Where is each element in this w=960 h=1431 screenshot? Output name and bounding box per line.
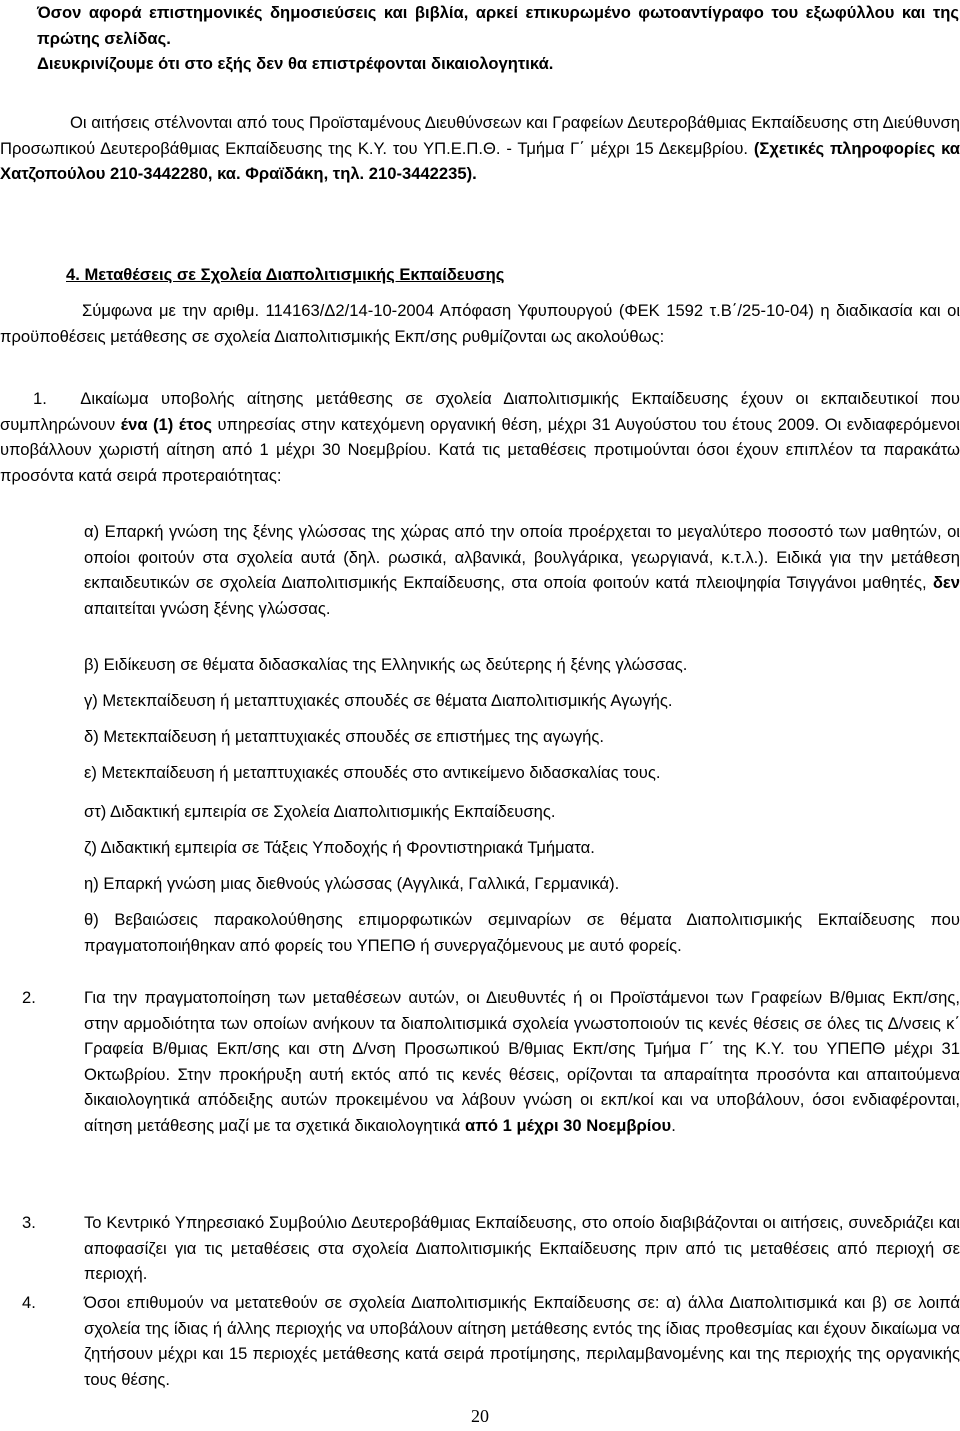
subitem-st-text: στ) Διδακτική εμπειρία σε Σχολεία Διαπολιτισμικής Εκπαίδευσης. bbox=[84, 802, 556, 821]
item-1-text-a: Δικαίωμα υποβολής αίτησης μετάθεσης σε σχολεία Διαπολιτισμικής Εκπαίδευσης έχουν οι εκπαιδευτικοί που συμπληρώνουν bbox=[0, 389, 960, 434]
item-1-bold: ένα (1) έτος bbox=[120, 414, 212, 434]
section-title: 4. Μεταθέσεις σε Σχολεία Διαπολιτισμικής Εκπαίδευσης bbox=[66, 265, 505, 284]
page-number: 20 bbox=[471, 1406, 489, 1426]
subitem-c bbox=[84, 688, 960, 714]
contact-info: (Σχετικές πληροφορίες κα Χατζοπούλου 210-3442280, κα. Φραϊδάκη, τηλ. 210-3442235). bbox=[0, 138, 960, 184]
subitem-z bbox=[84, 835, 960, 861]
subitem-c-text: γ) Μετεκπαίδευση ή μεταπτυχιακές σπουδές σε θέματα Διαπολιτισμικής Αγωγής. bbox=[84, 691, 673, 710]
section-heading bbox=[66, 262, 960, 288]
subitem-b bbox=[84, 652, 960, 678]
item-4-number: 4. bbox=[22, 1293, 36, 1312]
item-2-tail: . bbox=[671, 1115, 676, 1135]
subitem-e bbox=[84, 760, 960, 786]
intro-paragraph-1 bbox=[37, 0, 959, 77]
submission-text: Οι αιτήσεις στέλνονται από τους Προϊσταμένους Διευθύνσεων και Γραφείων Δευτεροβάθμιας Εκπαίδευσης στη Διεύθυνση Προσωπικού Δευτεροβάθμιας Εκπαίδευσης της Κ.Υ. του ΥΠ.Ε.Π.Θ. - Τμήμα Γ΄ μέχρι 15 Δεκεμβρίου. bbox=[0, 113, 960, 158]
subitem-b-text: β) Ειδίκευση σε θέματα διδασκαλίας της Ελληνικής ως δεύτερης ή ξένης γλώσσας. bbox=[84, 655, 688, 674]
item-4-body bbox=[84, 1290, 960, 1392]
item-2-text: Για την πραγματοποίηση των μεταθέσεων αυτών, οι Διευθυντές ή οι Προϊστάμενοι των Γραφείων Β/θμιας Εκπ/σης, στην αρμοδιότητα των οποίων ανήκουν τα διαπολιτισμικά σχολεία γνωστοποιούν τις κενές θέσεις σε όλες τις Δ/νσεις κ΄ Γραφεία Β/θμιας Εκπ/σης και στη Δ/νση Προσωπικού Β/θμιας Εκπ/σης Τμήμα Γ΄ της Κ.Υ. του ΥΠΕΠΘ μέχρι 31 Οκτωβρίου. Στην προκήρυξη αυτή εκτός από τις κενές θέσεις, ορίζονται τα απαραίτητα προσόντα και απαιτούμενα δικαιολογητικά απόδειξης αυτών προκειμένου να λάβουν γνώση οι εκπ/κοί και να υποβάλουν, όσοι ενδιαφέρονται, αίτηση μετάθεσης μαζί με τα σχετικά δικαιολογητικά bbox=[84, 988, 960, 1135]
intro-line-1: Όσον αφορά επιστημονικές δημοσιεύσεις και βιβλία, αρκεί επικυρωμένο φωτοαντίγραφο του εξωφύλλου και της πρώτης σελίδας. bbox=[37, 3, 959, 48]
item-3-number: 3. bbox=[22, 1213, 36, 1232]
subitem-d bbox=[84, 724, 960, 750]
item-4-text: Όσοι επιθυμούν να μετατεθούν σε σχολεία Διαπολιτισμικής Εκπαίδευσης σε: α) άλλα Διαπολιτισμικά και β) σε λοιπά σχολεία της ίδιας ή άλλης περιοχής να υποβάλουν αίτηση μετάθεσης εντός της ίδιας προθεσμίας και έχουν δικαίωμα να ζητήσουν μέχρι και 15 περιοχές μετάθεσης κατά σειρά προτίμησης, περιλαμβανομένης και της περιοχής της οργανικής τους θέσης. bbox=[84, 1293, 960, 1389]
item-3-text: Το Κεντρικό Υπηρεσιακό Συμβούλιο Δευτεροβάθμιας Εκπαίδευσης, στο οποίο διαβιβάζονται οι αιτήσεις, συνεδριάζει και αποφασίζει για τις μεταθέσεις στα σχολεία Διαπολιτισμικής Εκπαίδευσης πριν από τις μεταθέσεις από περιοχή σε περιοχή. bbox=[84, 1213, 960, 1284]
subitem-th-text: θ) Βεβαιώσεις παρακολούθησης επιμορφωτικών σεμιναρίων σε θέματα Διαπολιτισμικής Εκπαίδευσης που πραγματοποιήθηκαν από φορείς του ΥΠΕΠΘ ή συνεργαζόμενους με αυτό φορείς. bbox=[84, 910, 960, 955]
item-2-body bbox=[84, 985, 960, 1139]
item-2 bbox=[22, 985, 960, 1139]
subitem-h bbox=[84, 871, 960, 897]
item-2-number: 2. bbox=[22, 988, 36, 1007]
subitem-z-text: ζ) Διδακτική εμπειρία σε Τάξεις Υποδοχής ή Φροντιστηριακά Τμήματα. bbox=[84, 838, 595, 857]
item-1-number: 1. bbox=[33, 389, 47, 408]
item-4 bbox=[22, 1290, 960, 1392]
item-1-text-b: υπηρεσίας στην κατεχόμενη οργανική θέση, μέχρι 31 Αυγούστου του έτους 2009. Οι ενδιαφερόμενοι υποβάλλουν χωριστή αίτηση από 1 μέχρι 30 Νοεμβρίου. Κατά τις μεταθέσεις προτιμούνται όσοι έχουν επιπλέον τα παρακάτω προσόντα κατά σειρά προτεραιότητας: bbox=[0, 414, 960, 485]
subitem-h-text: η) Επαρκή γνώση μιας διεθνούς γλώσσας (Αγγλικά, Γαλλικά, Γερμανικά). bbox=[84, 874, 620, 893]
subitem-e-text: ε) Μετεκπαίδευση ή μεταπτυχιακές σπουδές στο αντικείμενο διδασκαλίας τους. bbox=[84, 763, 661, 782]
subitem-th bbox=[84, 907, 960, 958]
subitem-a bbox=[84, 519, 960, 621]
intro-paragraph-2 bbox=[0, 110, 960, 187]
subitem-d-text: δ) Μετεκπαίδευση ή μεταπτυχιακές σπουδές σε επιστήμες της αγωγής. bbox=[84, 727, 604, 746]
item-2-bold: από 1 μέχρι 30 Νοεμβρίου bbox=[465, 1115, 672, 1135]
section-intro-text: Σύμφωνα με την αριθμ. 114163/Δ2/14-10-2004 Απόφαση Υφυπουργού (ΦΕΚ 1592 τ.Β΄/25-10-04) η διαδικασία και οι προϋποθέσεις μετάθεσης σε σχολεία Διαπολιτισμικής Εκπ/σης ρυθμίζονται ως ακολούθως: bbox=[0, 301, 960, 346]
item-3-body bbox=[84, 1210, 960, 1287]
subitem-a-text: α) Επαρκή γνώση της ξένης γλώσσας της χώρας από την οποία προέρχεται το μεγαλύτερο ποσοστό των μαθητών, οι οποίοι φοιτούν στα σχολεία αυτά (δηλ. ρωσικά, αλβανικά, βουλγάρικα, γεωργιανά, κ.τ.λ.). Ειδικά για την μετάθεση εκπαιδευτικών σε σχολεία Διαπολιτισμικής Εκπαίδευσης, στα οποία φοιτούν κατά πλειοψηφία Τσιγγάνοι μαθητές, bbox=[84, 522, 960, 593]
subitem-a-bold: δεν bbox=[932, 573, 960, 593]
item-3 bbox=[22, 1210, 960, 1287]
section-intro bbox=[0, 298, 960, 349]
intro-line-2: Διευκρινίζουμε ότι στο εξής δεν θα επιστρέφονται δικαιολογητικά. bbox=[37, 54, 554, 74]
subitem-st bbox=[84, 799, 960, 825]
item-1 bbox=[0, 386, 960, 488]
subitem-a-tail: απαιτείται γνώση ξένης γλώσσας. bbox=[84, 598, 331, 618]
